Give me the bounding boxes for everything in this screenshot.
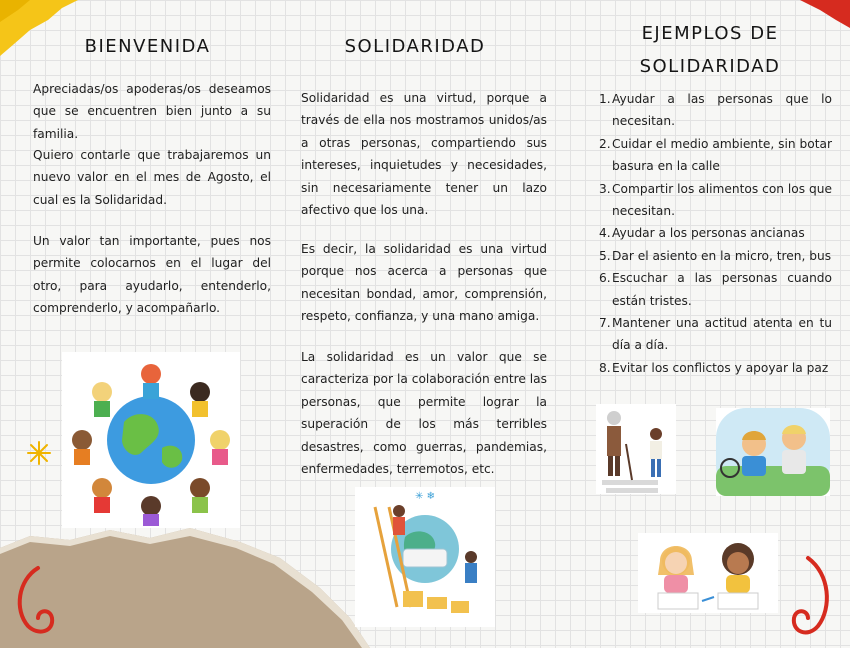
- example-item: [599, 312, 832, 357]
- example-text: Mantener una actitud atenta en tu día a día.: [612, 316, 832, 353]
- examples-list: [599, 88, 832, 379]
- example-text: Ayudar a los personas ancianas: [612, 226, 805, 241]
- bienvenida-title: BIENVENIDA: [84, 36, 211, 57]
- solidaridad-paragraph-2: Es decir, la solidaridad es una virtud porque nos acerca a personas que necesitan bondad, amor, comprensión, respeto, confianza, y una mano amiga.: [301, 242, 547, 324]
- example-item: [599, 267, 832, 312]
- girls-drawing-image: [638, 533, 778, 613]
- example-number: 5.: [599, 248, 611, 263]
- ejemplos-title-line-2: SOLIDARIDAD: [639, 56, 781, 77]
- ejemplos-title-line-1: EJEMPLOS DE: [641, 23, 779, 44]
- helping-friend-image: [716, 408, 830, 496]
- example-text: Cuidar el medio ambiente, sin botar basura en la calle: [612, 136, 832, 174]
- example-item: [599, 178, 832, 223]
- example-text: Ayudar a las personas que lo necesitan.: [612, 92, 832, 129]
- child-helping-elderly-cross-street-icon: [596, 404, 676, 494]
- red-curl-left-decoration: [8, 560, 68, 640]
- example-text: Dar el asiento en la micro, tren, bus: [612, 248, 832, 263]
- example-number: 1.: [599, 92, 611, 106]
- example-number: 8.: [599, 360, 611, 375]
- svg-text:✳ ❄: ✳ ❄: [415, 491, 435, 502]
- kid-helping-injured-friend-icon: [716, 408, 830, 496]
- red-curl-right-decoration: [782, 552, 842, 642]
- elderly-help-image: [596, 404, 676, 494]
- example-item: [599, 88, 832, 133]
- example-item: [599, 222, 832, 244]
- sparkle-icon: [26, 440, 52, 466]
- solidaridad-paragraph-1: Solidaridad es una virtud, porque a través de ella nos mostramos unidos/as a otras personas, compartiendo sus intereses, inquietudes y necesidades, sin necesariamente tener un lazo afectivo que los una.: [301, 91, 547, 218]
- example-text: Evitar los conflictos y apoyar la paz: [612, 360, 829, 375]
- bienvenida-paragraph-3: Un valor tan importante, pues nos permite colocarnos en el lugar del otro, para ayudarlo, entenderlo, comprenderlo, y acompañarlo.: [33, 234, 271, 316]
- children-around-globe-image: [62, 352, 240, 528]
- example-item: [599, 133, 832, 178]
- children-holding-hands-around-globe-icon: [62, 352, 240, 528]
- helping-planet-image: [355, 487, 495, 627]
- example-number: 4.: [599, 226, 611, 241]
- solidaridad-paragraph-3: La solidaridad es un valor que se caracteriza por la colaboración entre las personas, que permite lograr la superación de los más terribles desastres, como guerras, pandemias, enfermedades, terremotos, etc.: [301, 350, 547, 477]
- example-item: [599, 245, 832, 267]
- example-number: 6.: [599, 271, 611, 286]
- two-girls-drawing-together-icon: [638, 533, 778, 613]
- bienvenida-paragraph-1: Apreciadas/os apoderas/os deseamos que se encuentren bien junto a su familia.: [33, 82, 271, 141]
- example-text: Compartir los alimentos con los que necesitan.: [612, 181, 832, 219]
- example-number: 2.: [599, 136, 611, 151]
- people-helping-sick-planet-icon: [355, 487, 495, 627]
- example-number: 3.: [599, 181, 611, 196]
- example-text: Escuchar a las personas cuando están tristes.: [612, 271, 832, 308]
- solidaridad-title: SOLIDARIDAD: [344, 36, 486, 57]
- example-item: [599, 357, 832, 379]
- example-number: 7.: [599, 316, 611, 331]
- bienvenida-paragraph-2: Quiero contarle que trabajaremos un nuevo valor en el mes de Agosto, el cual es la Solidaridad.: [33, 148, 271, 207]
